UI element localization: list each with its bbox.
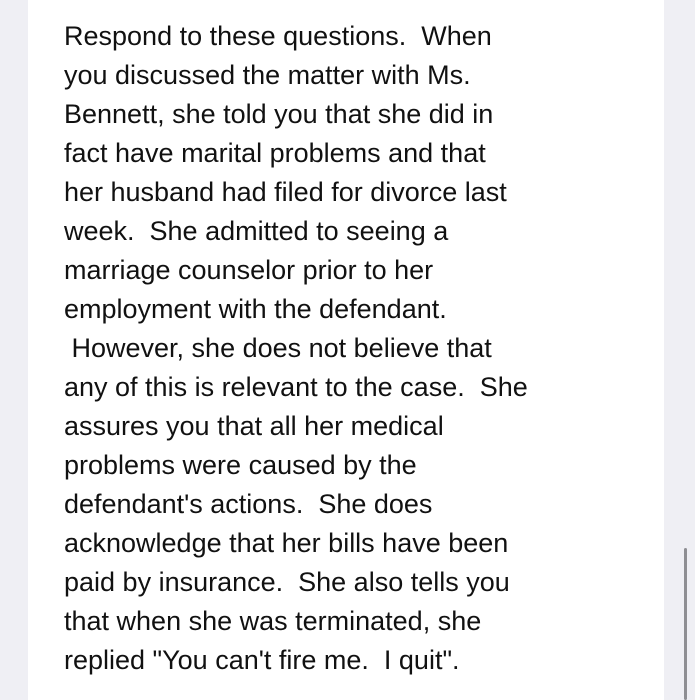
text-line: Bennett, she told you that she did in <box>64 99 494 129</box>
text-line: employment with the defendant. <box>64 294 447 324</box>
text-line: acknowledge that her bills have been <box>64 528 509 558</box>
text-line: paid by insurance. She also tells you <box>64 567 510 597</box>
text-line: replied "You can't fire me. I quit". <box>64 645 460 675</box>
vertical-scrollbar[interactable] <box>684 548 687 700</box>
question-text <box>64 17 654 680</box>
text-line: that when she was terminated, she <box>64 606 482 636</box>
text-line: However, she does not believe that <box>64 333 492 363</box>
text-line: marriage counselor prior to her <box>64 255 434 285</box>
text-line: you discussed the matter with Ms. <box>64 60 471 90</box>
text-line: defendant's actions. She does <box>64 489 433 519</box>
text-line: Respond to these questions. When <box>64 21 492 51</box>
text-line: assures you that all her medical <box>64 411 444 441</box>
text-line: problems were caused by the <box>64 450 417 480</box>
text-line: any of this is relevant to the case. She <box>64 372 528 402</box>
text-line: fact have marital problems and that <box>64 138 486 168</box>
text-line: her husband had filed for divorce last <box>64 177 507 207</box>
document-page <box>28 0 664 700</box>
text-line: week. She admitted to seeing a <box>64 216 449 246</box>
